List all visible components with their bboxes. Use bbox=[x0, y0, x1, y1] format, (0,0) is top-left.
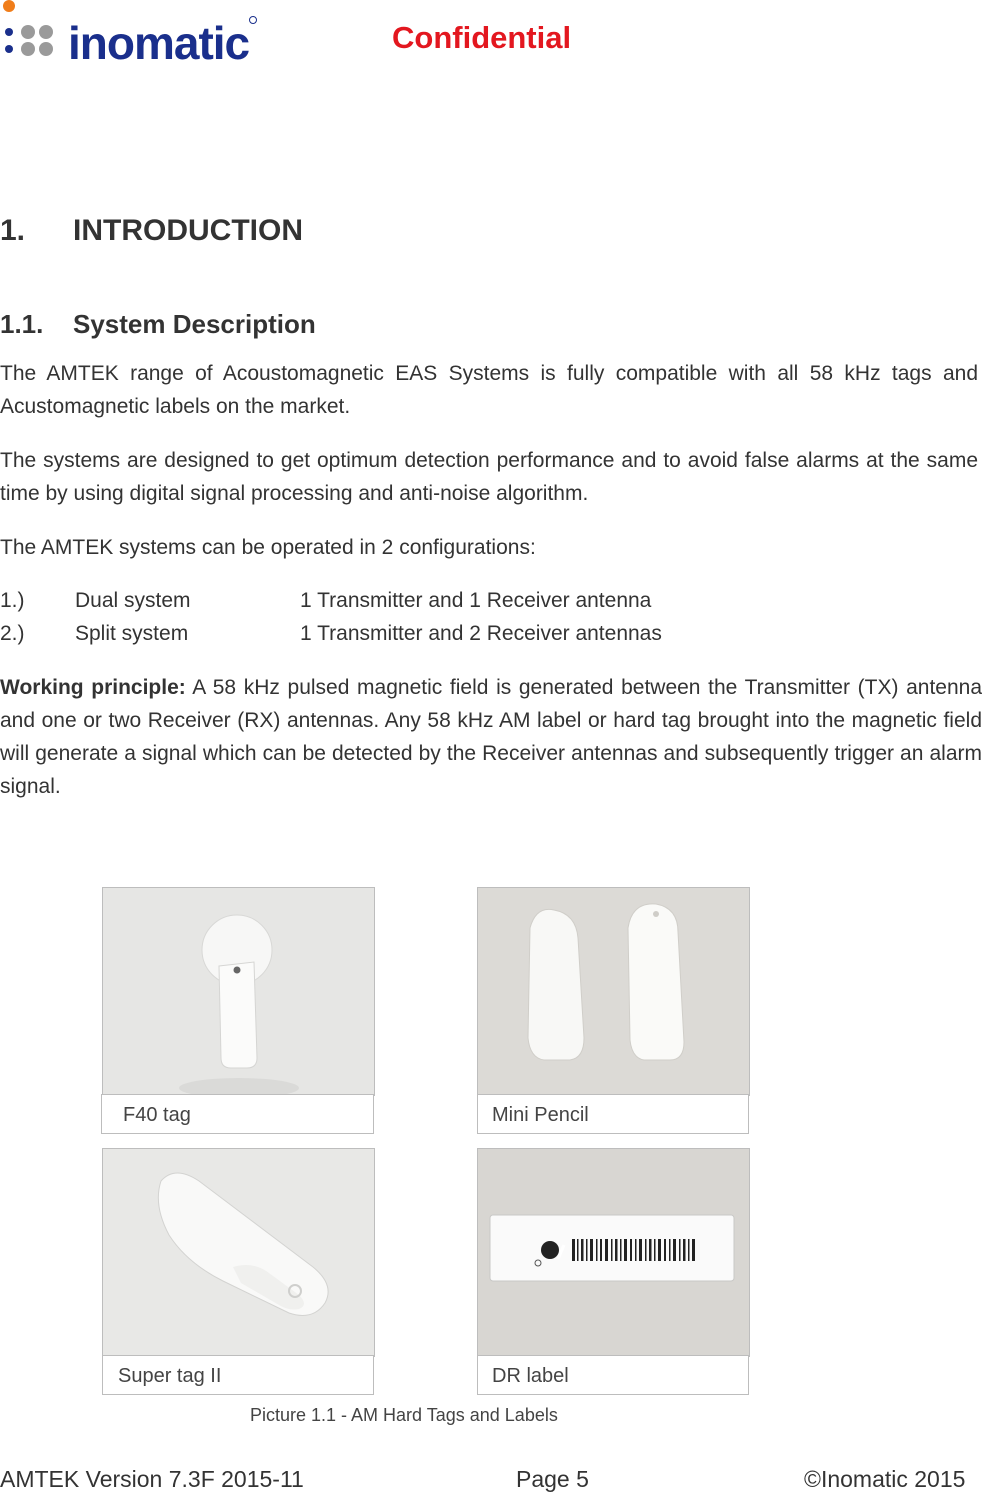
paragraph-design: The systems are designed to get optimum detection performance and to avoid false alarms at the same time by using digital signal processing and anti-noise algorithm. bbox=[0, 449, 978, 505]
svg-text:inomatic: inomatic bbox=[68, 17, 250, 66]
confidential-label: Confidential bbox=[392, 20, 572, 55]
section-title: INTRODUCTION bbox=[73, 214, 303, 247]
working-principle-label: Working principle: bbox=[0, 676, 186, 699]
list-item bbox=[0, 617, 662, 650]
subsection-title: System Description bbox=[73, 309, 316, 339]
f40-tag-label: F40 tag bbox=[101, 1094, 374, 1134]
footer-version: AMTEK Version 7.3F 2015-11 bbox=[0, 1466, 304, 1492]
dr-label-image bbox=[477, 1148, 750, 1357]
subsection-heading bbox=[0, 309, 316, 340]
section-heading bbox=[0, 214, 303, 248]
list-item-name: Split system bbox=[75, 622, 189, 645]
section-number: 1. bbox=[0, 214, 26, 247]
list-item-number: 1.) bbox=[0, 589, 25, 612]
list-item-number: 2.) bbox=[0, 622, 25, 645]
super-tag-ii-image bbox=[102, 1148, 375, 1357]
list-item-description: 1 Transmitter and 2 Receiver antennas bbox=[300, 622, 662, 645]
list-item-name: Dual system bbox=[75, 589, 191, 612]
footer-copyright: ©Inomatic 2015 bbox=[804, 1466, 966, 1492]
dr-label-label: DR label bbox=[477, 1355, 749, 1395]
f40-tag-image bbox=[102, 887, 375, 1096]
super-tag-ii-label: Super tag II bbox=[102, 1355, 374, 1395]
paragraph-configurations-intro: The AMTEK systems can be operated in 2 configurations: bbox=[0, 536, 536, 559]
subsection-number: 1.1. bbox=[0, 309, 44, 339]
paragraph-working-principle bbox=[0, 671, 982, 803]
list-item-description: 1 Transmitter and 1 Receiver antenna bbox=[300, 589, 652, 612]
inomatic-logo bbox=[0, 0, 262, 66]
mini-pencil-label: Mini Pencil bbox=[477, 1094, 749, 1134]
list-item bbox=[0, 584, 651, 617]
figure-caption: Picture 1.1 - AM Hard Tags and Labels bbox=[250, 1405, 558, 1425]
paragraph-compatibility: The AMTEK range of Acoustomagnetic EAS Systems is fully compatible with all 58 kHz tags and Acustomagnetic labels on the market. bbox=[0, 362, 978, 418]
mini-pencil-image bbox=[477, 887, 750, 1096]
working-principle-text: A 58 kHz pulsed magnetic field is generated between the Transmitter (TX) antenna and one or two Receiver (RX) antennas. Any 58 kHz AM label or hard tag brought into the magnetic field will generate a signal which can be detected by the Receiver antennas and subsequently trigger an alarm signal. bbox=[0, 676, 982, 798]
footer-page-number: Page 5 bbox=[516, 1466, 589, 1492]
